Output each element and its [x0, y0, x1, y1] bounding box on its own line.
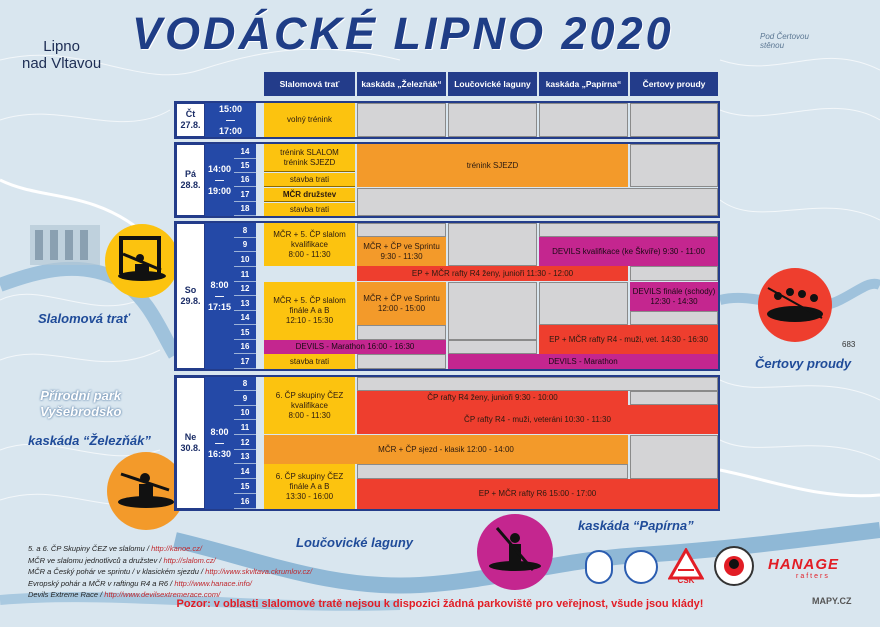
empty-cell	[357, 464, 628, 479]
column-header-zeleznak: kaskáda „Železňák“	[357, 72, 446, 96]
event-sat-ep-r4-men: EP + MČR rafty R4 - muži, vet. 14:30 - 16:30	[539, 325, 718, 354]
event-sat-slalom-final: MČR + 5. ČP slalom finále A a B 12:10 - 15:30	[264, 282, 355, 340]
empty-cell	[539, 223, 718, 237]
event-sat-build: stavba trati	[264, 354, 355, 369]
legend-link[interactable]: http://www.skvltava.ckrumlov.cz/	[205, 567, 313, 576]
event-fri-training: trénink SLALOM trénink SJEZD	[264, 144, 355, 172]
hour-label: 8	[234, 377, 256, 391]
csk-logo	[668, 548, 704, 586]
map-label-loucovice: Loučovické laguny	[296, 535, 414, 550]
hour-label: 14	[234, 311, 256, 325]
hour-label: 13	[234, 296, 256, 311]
hour-label: 14	[234, 144, 256, 159]
legend-link[interactable]: http://www.hanace.info/	[174, 578, 252, 588]
empty-cell	[357, 325, 446, 340]
day-name-sunday: Ne 30.8.	[176, 377, 205, 509]
empty-cell	[630, 311, 718, 325]
map-label-papirna: kaskáda “Papírna”	[578, 518, 694, 533]
legend-text: 5. a 6. ČP Skupiny ČEZ ve slalomu /	[28, 544, 152, 553]
day-time-saturday: 8:00 — 17:15	[205, 223, 234, 369]
empty-cell	[448, 103, 537, 137]
mapy-logo: MAPY.CZ	[812, 596, 852, 606]
hour-label: 16	[234, 494, 256, 509]
hour-label: 18	[234, 202, 256, 216]
event-sat-devils-qual: DEVILS kvalifikace (ke Škvíře) 9:30 - 11:00	[539, 237, 718, 266]
hour-label: 11	[234, 267, 256, 282]
event-sat-devils-final: DEVILS finále (schody) 12:30 - 14:30	[630, 282, 718, 311]
legend-text: Evropský pohár a MČR v raftingu R4 a R6 /	[28, 578, 175, 588]
hour-label: 13	[234, 450, 256, 464]
event-fri-build: stavba trati	[264, 173, 355, 187]
day-time-friday: 14:00 — 19:00	[205, 144, 234, 216]
event-sat-sprint-2: MČR + ČP ve Sprintu 12:00 - 15:00	[357, 282, 446, 325]
empty-cell	[357, 103, 446, 137]
event-sun-mcr-sjezd: MČR + ČP sjezd - klasik 12:00 - 14:00	[264, 435, 628, 464]
day-time-sunday: 8:00 — 16:30	[205, 377, 234, 509]
raft-icon	[758, 268, 832, 342]
event-sat-devils-marathon-2: DEVILS - Marathon	[448, 354, 718, 369]
day-time-thursday: 15:00 — 17:00	[205, 103, 256, 137]
hour-label: 9	[234, 391, 256, 406]
legend-item	[28, 555, 312, 567]
legend-text: MČR a Český pohár ve sprintu / v klasickém sjezdu /	[28, 567, 206, 576]
legend-link[interactable]: http://kanoe.cz/	[151, 544, 202, 553]
club-logo-2	[624, 550, 658, 584]
hour-label: 14	[234, 464, 256, 479]
event-sun-cez-qual: 6. ČP skupiny ČEZ kvalifikace 8:00 - 11:30	[264, 377, 355, 434]
event-sat-slalom-qual: MČR + 5. ČP slalom kvalifikace 8:00 - 11:30	[264, 223, 355, 266]
empty-cell	[630, 391, 718, 405]
day-name-saturday: So 29.8.	[176, 223, 205, 369]
empty-cell	[448, 340, 537, 354]
hour-label: 15	[234, 159, 256, 173]
hour-label: 16	[234, 340, 256, 354]
map-label-park: Přírodní park Vyšebrodsko	[40, 388, 122, 419]
column-header-papirna: kaskáda „Papírna“	[539, 72, 628, 96]
event-sun-cp-r4-men: ČP rafty R4 - muži, veteráni 10:30 - 11:30	[357, 405, 718, 434]
town-name: Lipno nad Vltavou	[22, 38, 102, 72]
empty-cell	[357, 377, 718, 391]
empty-cell	[539, 103, 628, 137]
map-label-certova-stena: Pod Čertovou stěnou	[760, 32, 809, 50]
legend-text: Devils Extreme Race /	[28, 590, 105, 599]
empty-cell	[357, 188, 718, 216]
poster-title: VODÁCKÉ LIPNO 2020	[132, 8, 674, 59]
empty-cell	[357, 223, 446, 237]
empty-cell	[448, 282, 537, 340]
legend-item	[28, 543, 312, 555]
empty-cell	[630, 103, 718, 137]
hour-label: 15	[234, 479, 256, 494]
sprint-icon	[477, 514, 553, 590]
event-sat-devils-marathon: DEVILS - Marathon 16:00 - 16:30	[264, 340, 446, 354]
map-label-certovy: Čertovy proudy	[755, 356, 852, 371]
column-header-loucovice: Loučovické laguny	[448, 72, 537, 96]
devils-logo	[714, 546, 754, 586]
event-fri-build: stavba trati	[264, 203, 355, 216]
hour-label: 17	[234, 354, 256, 369]
column-header-slalom: Slalomová trať	[264, 72, 355, 96]
hanace-logo	[768, 556, 854, 582]
column-header-certovy: Čertovy proudy	[630, 72, 718, 96]
legend-item	[28, 566, 312, 578]
legend	[28, 543, 312, 601]
legend-text: MČR ve slalomu jednotlivců a družstev /	[28, 555, 164, 565]
event-fri-team: MČR družstev	[264, 188, 355, 202]
event-sun-cez-final: 6. ČP skupiny ČEZ finále A a B 13:30 - 16:00	[264, 464, 355, 509]
hour-label: 9	[234, 238, 256, 252]
hour-label: 11	[234, 420, 256, 435]
legend-link[interactable]: http://slalom.cz/	[163, 555, 216, 565]
map-label-slalom: Slalomová trať	[38, 311, 130, 326]
map-label-zeleznak: kaskáda “Železňák”	[28, 433, 151, 448]
legend-item	[28, 578, 312, 590]
event-sun-ep-r6: EP + MČR rafty R6 15:00 - 17:00	[357, 479, 718, 509]
hour-label: 8	[234, 223, 256, 238]
hour-label: 16	[234, 173, 256, 187]
day-name-thursday: Čt 27.8.	[176, 103, 205, 137]
event-sat-ep-r4-women: EP + MČR rafty R4 ženy, junioři 11:30 - 12:00	[357, 266, 628, 281]
elevation-label: 683	[842, 340, 856, 349]
parking-notice: Pozor: v oblasti slalomové tratě nejsou k dispozici žádná parkoviště pro veřejnost, všude jsou klády!	[176, 598, 704, 610]
hour-label: 12	[234, 282, 256, 296]
hanace-logo-sub: rafters	[796, 573, 830, 580]
hour-label: 17	[234, 187, 256, 202]
slalom-icon	[105, 224, 179, 298]
hour-label: 12	[234, 435, 256, 450]
empty-cell	[448, 223, 537, 266]
legend-link[interactable]: http://www.devilsextremerace.com/	[104, 590, 221, 599]
event-fri-sjezd: trénink SJEZD	[357, 144, 628, 187]
event-thu-free-training: volný trénink	[264, 103, 355, 137]
event-sat-sprint-1: MČR + ČP ve Sprintu 9:30 - 11:30	[357, 237, 446, 266]
empty-cell	[357, 354, 446, 369]
csk-logo-text: CSK	[677, 576, 695, 585]
hour-label: 10	[234, 252, 256, 267]
empty-cell	[630, 144, 718, 187]
empty-cell	[539, 282, 628, 325]
empty-cell	[630, 266, 718, 281]
hanace-logo-text: HANAGE	[768, 556, 840, 573]
day-name-friday: Pá 28.8.	[176, 144, 205, 216]
hour-label: 10	[234, 406, 256, 420]
hour-label: 15	[234, 325, 256, 340]
empty-cell	[630, 435, 718, 479]
club-logo-1	[585, 550, 613, 584]
event-sun-cp-r4-women: ČP rafty R4 ženy, junioři 9:30 - 10:00	[357, 391, 628, 405]
